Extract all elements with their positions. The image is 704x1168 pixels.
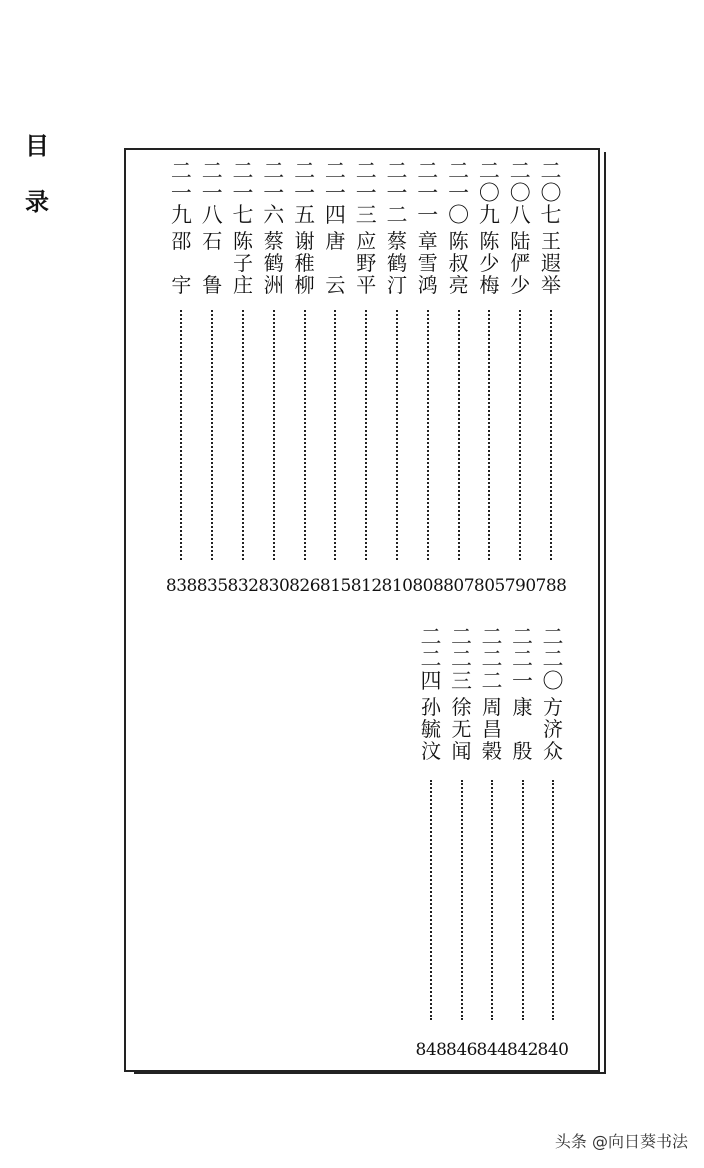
entry-number-char: 二 xyxy=(481,625,503,649)
entry-name-char: 康 xyxy=(512,695,533,719)
entry-name-char: 鹤 xyxy=(387,251,407,275)
entry-page-number: 805 xyxy=(473,576,505,596)
entry-page-number: 790 xyxy=(504,576,536,596)
dotted-leader xyxy=(242,310,244,560)
entry-number-char: 二 xyxy=(542,625,564,649)
dotted-leader xyxy=(180,310,182,560)
entry-number-char: 二 xyxy=(232,159,254,183)
dotted-leader xyxy=(396,310,398,560)
entry-name xyxy=(508,696,538,762)
entry-name xyxy=(477,696,507,762)
dotted-leader xyxy=(334,310,336,560)
entry-name-char: 闻 xyxy=(451,739,472,763)
entry-page-number: 840 xyxy=(537,1040,569,1060)
entry-name-char: 野 xyxy=(356,251,377,275)
entry-number xyxy=(477,626,507,692)
entry-name-char: 谢 xyxy=(294,229,315,253)
entry-name-char: 遐 xyxy=(541,251,561,275)
entry-number xyxy=(351,160,381,226)
entry-name-char: 陈 xyxy=(479,229,500,253)
entry-number-char: 二 xyxy=(294,159,316,183)
entry-name-char: 少 xyxy=(510,273,531,297)
entry-number-char: 二 xyxy=(451,647,472,671)
entry-page-number: 807 xyxy=(443,576,475,596)
entry-page-number: 832 xyxy=(227,576,259,596)
toc-entry xyxy=(444,160,474,296)
entry-number-char: 〇 xyxy=(478,181,500,205)
entry-number-char: 二 xyxy=(481,669,503,693)
entry-name-char: 梅 xyxy=(479,273,500,297)
entry-name xyxy=(538,696,568,762)
dotted-leader xyxy=(427,310,429,560)
entry-name-char: 石 xyxy=(202,229,223,253)
entry-name xyxy=(320,230,350,296)
watermark: 头条 @向日葵书法 xyxy=(554,1132,688,1151)
entry-number-char: 二 xyxy=(324,159,346,183)
entry-name-char: 叔 xyxy=(448,251,469,275)
toc-entry xyxy=(228,160,258,296)
entry-name-char: 唐 xyxy=(325,229,346,253)
entry-number-char: 二 xyxy=(512,647,533,671)
entry-name-char: 陈 xyxy=(233,229,253,253)
entry-number-char: 八 xyxy=(509,203,531,227)
entry-number-char: 三 xyxy=(451,669,472,693)
entry-number-char: 一 xyxy=(355,181,377,205)
entry-number-char: 〇 xyxy=(540,181,562,205)
entry-number-char: 二 xyxy=(540,159,562,183)
dotted-leader xyxy=(488,310,490,560)
entry-number xyxy=(413,160,443,226)
entry-page-number: 835 xyxy=(196,576,228,596)
entry-number-char: 七 xyxy=(540,203,562,227)
entry-name-char: 昌 xyxy=(482,717,502,741)
entry-page-number: 788 xyxy=(535,576,567,596)
entry-name-char xyxy=(320,252,350,274)
entry-page-number: 826 xyxy=(289,576,321,596)
entry-number-char: 二 xyxy=(420,647,442,671)
dotted-leader xyxy=(522,780,524,1020)
entry-name xyxy=(416,696,446,762)
entry-number xyxy=(447,626,477,692)
entry-name xyxy=(166,230,196,296)
entry-number-char: 一 xyxy=(170,181,192,205)
toc-entry xyxy=(447,626,477,762)
entry-name-char: 众 xyxy=(543,739,563,763)
entry-name-char: 亮 xyxy=(448,273,469,297)
entry-number xyxy=(508,626,538,692)
entry-page-number: 838 xyxy=(165,576,197,596)
entry-name xyxy=(228,230,258,296)
entry-number-char: 二 xyxy=(201,159,223,183)
entry-name-char xyxy=(166,252,196,274)
entry-name-char: 云 xyxy=(325,273,346,297)
entry-page-number: 830 xyxy=(258,576,290,596)
toc-entry xyxy=(166,160,196,296)
entry-number-char: 七 xyxy=(232,203,254,227)
entry-name xyxy=(444,230,474,296)
entry-name-char: 无 xyxy=(451,717,472,741)
toc-entry xyxy=(382,160,412,296)
entry-number xyxy=(166,160,196,226)
entry-number-char: 九 xyxy=(170,203,192,227)
entry-name-char: 榖 xyxy=(482,739,502,763)
entry-name-char xyxy=(508,718,538,740)
dotted-leader xyxy=(211,310,213,560)
entry-name-char: 洲 xyxy=(263,273,284,297)
entry-number-char: 二 xyxy=(417,159,439,183)
entry-name-char: 柳 xyxy=(294,273,315,297)
entry-name-char: 章 xyxy=(417,229,438,253)
entry-name-char: 平 xyxy=(356,273,377,297)
toc-entry xyxy=(505,160,535,296)
entry-number-char: 九 xyxy=(478,203,500,227)
entry-name-char: 宇 xyxy=(171,273,192,297)
toc-entry xyxy=(413,160,443,296)
entry-number-char: 一 xyxy=(324,181,346,205)
entry-number xyxy=(505,160,535,226)
entry-name-char: 汀 xyxy=(387,273,407,297)
entry-name-char: 王 xyxy=(541,229,561,253)
entry-number-char: 六 xyxy=(263,203,285,227)
entry-number-char: 一 xyxy=(448,181,470,205)
toc-entry xyxy=(290,160,320,296)
entry-number xyxy=(538,626,568,692)
entry-number-char: 二 xyxy=(386,159,408,183)
entry-name xyxy=(474,230,504,296)
entry-name xyxy=(259,230,289,296)
entry-name-char: 应 xyxy=(356,229,377,253)
entry-number-char: 二 xyxy=(355,159,377,183)
entry-name xyxy=(197,230,227,296)
entry-number-char: 二 xyxy=(263,159,285,183)
entry-page-number: 848 xyxy=(415,1040,447,1060)
toc-title xyxy=(22,118,52,230)
entry-name-char: 济 xyxy=(543,717,563,741)
entry-number-char: 一 xyxy=(417,203,439,227)
entry-name-char: 蔡 xyxy=(263,229,284,253)
dotted-leader xyxy=(461,780,463,1020)
dotted-leader xyxy=(273,310,275,560)
entry-name-char: 鸿 xyxy=(417,273,438,297)
toc-entry xyxy=(320,160,350,296)
dotted-leader xyxy=(458,310,460,560)
entry-number-char: 二 xyxy=(512,625,533,649)
entry-number-char: 八 xyxy=(201,203,223,227)
entry-number-char: 〇 xyxy=(448,203,470,227)
toc-entry xyxy=(259,160,289,296)
dotted-leader xyxy=(430,780,432,1020)
entry-name xyxy=(351,230,381,296)
entry-name-char: 鲁 xyxy=(202,273,223,297)
entry-name-char: 周 xyxy=(482,695,502,719)
dotted-leader xyxy=(304,310,306,560)
entry-number-char: 〇 xyxy=(542,669,564,693)
dotted-leader xyxy=(491,780,493,1020)
toc-entry xyxy=(197,160,227,296)
entry-name-char: 稚 xyxy=(294,251,315,275)
entry-name-char: 蔡 xyxy=(387,229,407,253)
entry-name-char: 俨 xyxy=(510,251,531,275)
toc-entry xyxy=(416,626,446,762)
entry-number-char: 三 xyxy=(355,203,377,227)
entry-number xyxy=(416,626,446,692)
entry-number xyxy=(228,160,258,226)
entry-page-number: 812 xyxy=(350,576,382,596)
entry-number xyxy=(382,160,412,226)
dotted-leader xyxy=(365,310,367,560)
entry-number-char: 四 xyxy=(324,203,346,227)
toc-entry xyxy=(508,626,538,762)
entry-name-char: 孙 xyxy=(421,695,441,719)
toc-entry xyxy=(351,160,381,296)
entry-name-char: 陆 xyxy=(510,229,531,253)
entry-name-char: 鹤 xyxy=(263,251,284,275)
entry-name-char: 汶 xyxy=(421,739,441,763)
entry-page-number: 842 xyxy=(507,1040,538,1060)
entry-number-char: 二 xyxy=(451,625,472,649)
entry-name-char: 邵 xyxy=(171,229,192,253)
toc-entry xyxy=(477,626,507,762)
toc-entry xyxy=(474,160,504,296)
toc-title-char-1: 目 xyxy=(25,132,49,160)
entry-number xyxy=(536,160,566,226)
entry-name-char: 方 xyxy=(543,695,563,719)
entry-number-char: 二 xyxy=(478,159,500,183)
entry-number-char: 二 xyxy=(509,159,531,183)
entry-number-char: 一 xyxy=(201,181,223,205)
entry-name xyxy=(290,230,320,296)
entry-name xyxy=(447,696,477,762)
entry-number xyxy=(259,160,289,226)
entry-number-char: 二 xyxy=(170,159,192,183)
toc-entry xyxy=(536,160,566,296)
dotted-leader xyxy=(519,310,521,560)
entry-name-char: 徐 xyxy=(451,695,472,719)
entry-name xyxy=(382,230,412,296)
entry-page-number: 808 xyxy=(412,576,444,596)
entry-name xyxy=(505,230,535,296)
toc-entry xyxy=(538,626,568,762)
entry-number-char: 〇 xyxy=(509,181,531,205)
entry-number xyxy=(290,160,320,226)
dotted-leader xyxy=(550,310,552,560)
entry-number-char: 二 xyxy=(542,647,564,671)
entry-name xyxy=(536,230,566,296)
entry-number-char: 二 xyxy=(386,203,408,227)
entry-number-char: 二 xyxy=(481,647,503,671)
entry-number-char: 一 xyxy=(232,181,254,205)
toc-title-char-2: 录 xyxy=(25,188,49,216)
entry-number-char: 一 xyxy=(512,669,533,693)
entry-number xyxy=(444,160,474,226)
entry-name-char: 雪 xyxy=(417,251,438,275)
dotted-leader xyxy=(552,780,554,1020)
entry-name-char: 少 xyxy=(479,251,500,275)
entry-number-char: 一 xyxy=(294,181,316,205)
entry-number xyxy=(474,160,504,226)
entry-number-char: 一 xyxy=(417,181,439,205)
entry-number xyxy=(320,160,350,226)
entry-number-char: 五 xyxy=(294,203,316,227)
entry-page-number: 844 xyxy=(476,1040,508,1060)
entry-name xyxy=(413,230,443,296)
entry-name-char xyxy=(197,252,227,274)
entry-name-char: 庄 xyxy=(233,273,253,297)
entry-page-number: 810 xyxy=(381,576,413,596)
entry-number xyxy=(197,160,227,226)
entry-name-char: 子 xyxy=(233,251,253,275)
entry-name-char: 举 xyxy=(541,273,561,297)
entry-name-char: 陈 xyxy=(448,229,469,253)
entry-name-char: 殷 xyxy=(512,739,533,763)
entry-number-char: 一 xyxy=(263,181,285,205)
entry-number-char: 二 xyxy=(448,159,470,183)
entry-page-number: 815 xyxy=(319,576,351,596)
entry-number-char: 四 xyxy=(420,669,442,693)
entry-number-char: 二 xyxy=(420,625,442,649)
entry-page-number: 846 xyxy=(446,1040,477,1060)
entry-number-char: 一 xyxy=(386,181,408,205)
entry-name-char: 毓 xyxy=(421,717,441,741)
